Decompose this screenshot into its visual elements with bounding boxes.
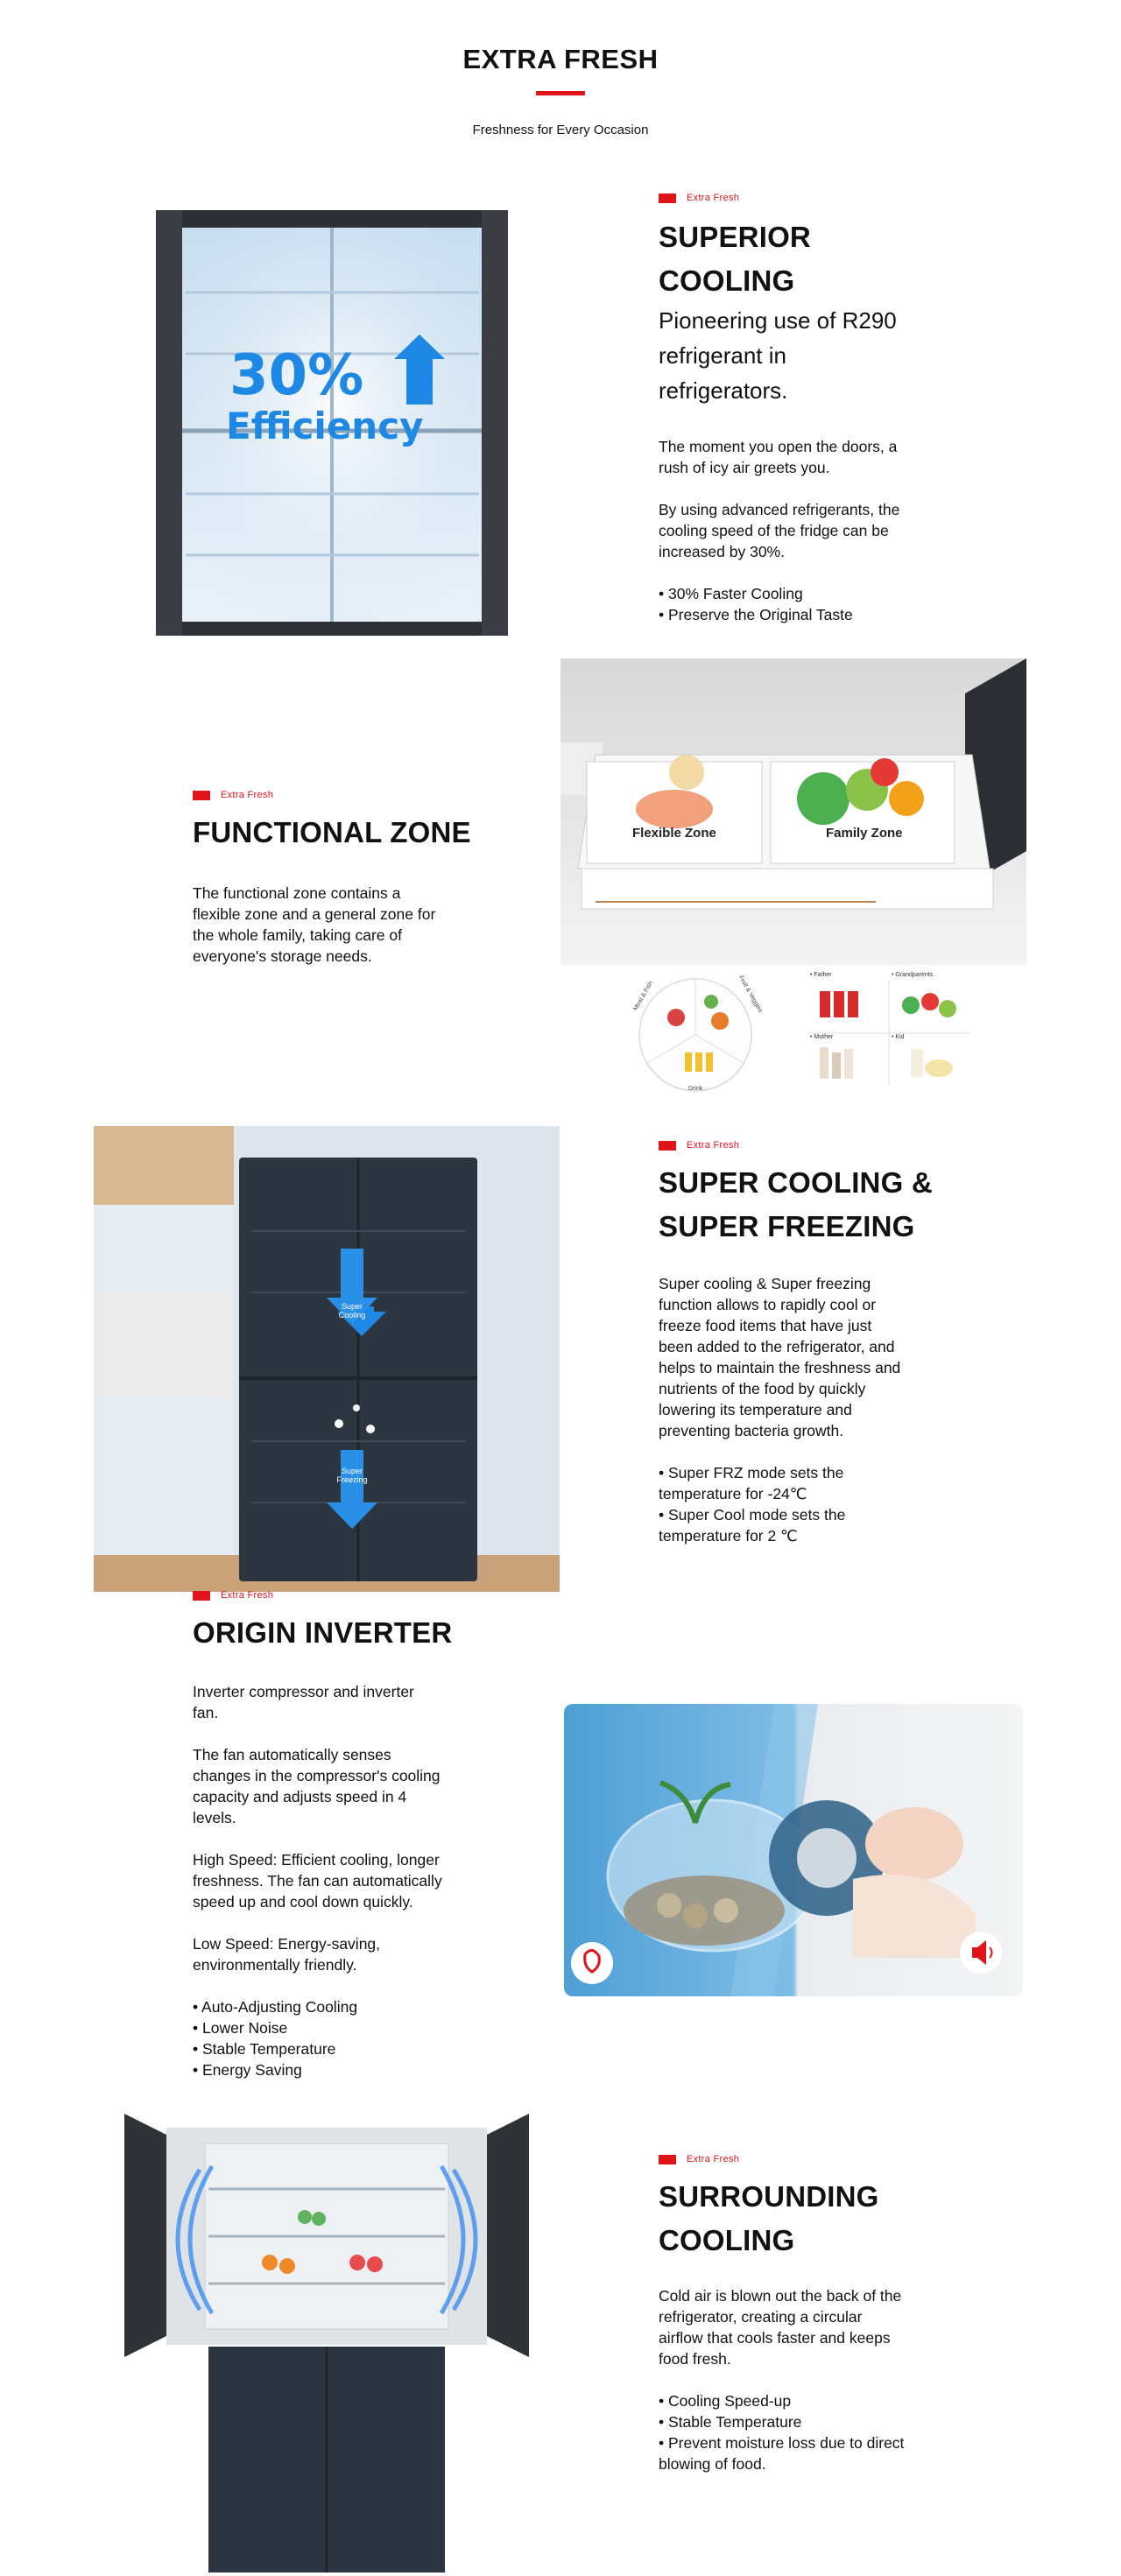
efficiency-word-label: Efficiency xyxy=(226,405,424,447)
heading-line: COOLING xyxy=(659,264,795,297)
section-tag xyxy=(193,1590,273,1601)
text-line: food fresh. xyxy=(659,2350,731,2368)
arrow-label-line: Cooling xyxy=(338,1311,366,1320)
page-title: EXTRA FRESH xyxy=(462,44,659,74)
bullet-item: • Energy Saving xyxy=(193,2061,302,2079)
heading-line: SURROUNDING xyxy=(659,2180,879,2213)
surrounding-cooling-image xyxy=(121,2108,532,2576)
arrow-label-line: Super xyxy=(341,1302,363,1311)
text-line: helps to maintain the freshness and xyxy=(659,1359,901,1376)
family-label-kid: • Kid xyxy=(892,1034,905,1040)
section-heading: ORIGIN INVERTER xyxy=(193,1616,453,1649)
bullet-item: • Lower Noise xyxy=(193,2019,288,2037)
section-body xyxy=(659,436,939,625)
family-grid xyxy=(807,972,970,1094)
tag-label: Extra Fresh xyxy=(687,1140,740,1151)
page-subtitle: Freshness for Every Occasion xyxy=(472,123,649,137)
arrow-label-line: Freezing xyxy=(336,1475,368,1484)
text-line: levels. xyxy=(193,1809,236,1826)
bullet-item: • Stable Temperature xyxy=(659,2413,802,2431)
bullet-list xyxy=(659,583,939,625)
bullet-list xyxy=(193,1996,490,2080)
text-line: freeze food items that have just xyxy=(659,1317,872,1334)
text-line: fan. xyxy=(193,1704,219,1721)
family-zone-label: Family Zone xyxy=(826,826,903,841)
arrow-label-line: Super xyxy=(341,1467,363,1475)
paragraph xyxy=(659,499,939,562)
text-line: function allows to rapidly cool or xyxy=(659,1296,877,1313)
heading-line: SUPER COOLING & xyxy=(659,1166,933,1199)
section-tag xyxy=(193,790,273,800)
text-line: rush of icy air greets you. xyxy=(659,459,830,476)
text-line: lowering its temperature and xyxy=(659,1401,852,1418)
bullet-item: temperature for -24℃ xyxy=(659,1485,807,1503)
paragraph xyxy=(659,436,939,478)
bullet-item: • Stable Temperature xyxy=(193,2040,336,2058)
pie-label-meat: Meat & Fish xyxy=(632,980,655,1012)
text-line: refrigerator, creating a circular xyxy=(659,2308,863,2326)
text-line: The fan automatically senses xyxy=(193,1746,391,1763)
family-label-mother: • Mother xyxy=(810,1034,834,1040)
pie-label-fruit: Fruit & Veggies xyxy=(737,975,764,1014)
paragraph xyxy=(193,1681,490,1723)
tag-label: Extra Fresh xyxy=(221,790,274,800)
bullet-item: • Cooling Speed-up xyxy=(659,2392,792,2410)
flexible-zone-label: Flexible Zone xyxy=(632,826,716,841)
bullet-item: blowing of food. xyxy=(659,2455,766,2473)
text-line: Low Speed: Energy-saving, xyxy=(193,1935,381,1953)
efficiency-percent-label: 30% xyxy=(229,343,364,408)
bullet-item: • Auto-Adjusting Cooling xyxy=(193,1998,358,2016)
text-line: The functional zone contains a xyxy=(193,884,401,902)
text-line: By using advanced refrigerants, the xyxy=(659,501,900,518)
text-line: everyone's storage needs. xyxy=(193,947,372,965)
section-body xyxy=(659,1273,948,1546)
section-heading xyxy=(659,1161,933,1249)
text-line: Super cooling & Super freezing xyxy=(659,1275,871,1292)
text-line: The moment you open the doors, a xyxy=(659,438,898,455)
text-line: environmentally friendly. xyxy=(193,1956,357,1974)
lead-line: refrigerators. xyxy=(659,377,788,404)
tag-swatch xyxy=(659,2155,676,2164)
tag-label: Extra Fresh xyxy=(221,1590,274,1601)
text-line: flexible zone and a general zone for xyxy=(193,905,436,923)
super-cooling-arrow-label xyxy=(329,1302,375,1320)
tag-swatch xyxy=(193,1591,210,1601)
section-tag xyxy=(659,2154,739,2164)
text-line: speed up and cool down quickly. xyxy=(193,1893,413,1911)
super-freezing-arrow-label xyxy=(329,1467,375,1484)
bullet-item: • Prevent moisture loss due to direct xyxy=(659,2434,905,2452)
super-cooling-image xyxy=(94,1126,560,1592)
text-line: increased by 30%. xyxy=(659,543,785,560)
paragraph xyxy=(193,1849,490,1912)
text-line: nutrients of the food by quickly xyxy=(659,1380,866,1397)
tag-swatch xyxy=(193,791,210,800)
title-underline xyxy=(536,91,585,95)
section-heading xyxy=(659,2175,879,2263)
text-line: Cold air is blown out the back of the xyxy=(659,2287,902,2305)
pie-label-drink: Drink xyxy=(688,1086,703,1092)
section-tag xyxy=(659,1140,739,1151)
text-line: preventing bacteria growth. xyxy=(659,1422,844,1439)
inverter-piggybank-image xyxy=(564,1704,1023,1996)
heading-line: COOLING xyxy=(659,2224,795,2256)
bullet-item: • Super FRZ mode sets the xyxy=(659,1464,844,1482)
section-heading xyxy=(659,215,811,303)
lead-line: Pioneering use of R290 xyxy=(659,307,897,334)
family-label-father: • Father xyxy=(810,972,832,978)
bullet-list xyxy=(659,2390,956,2474)
text-line: Inverter compressor and inverter xyxy=(193,1683,414,1700)
text-line: capacity and adjusts speed in 4 xyxy=(193,1788,407,1805)
paragraph xyxy=(193,1744,490,1828)
tag-swatch xyxy=(659,1141,676,1151)
text-line: airflow that cools faster and keeps xyxy=(659,2329,891,2347)
drawer-zones-image xyxy=(560,658,1026,965)
text-line: cooling speed of the fridge can be xyxy=(659,522,889,539)
text-line: been added to the refrigerator, and xyxy=(659,1338,895,1355)
section-lead xyxy=(659,303,897,408)
heading-line: SUPER FREEZING xyxy=(659,1210,915,1242)
bullet-item: • Super Cool mode sets the xyxy=(659,1506,846,1524)
text-line: freshness. The fan can automatically xyxy=(193,1872,442,1890)
bullet-list xyxy=(659,1462,948,1546)
paragraph xyxy=(659,2285,956,2369)
tag-swatch xyxy=(659,194,676,203)
bullet-item: • Preserve the Original Taste xyxy=(659,606,853,623)
bullet-item: • 30% Faster Cooling xyxy=(659,585,803,602)
family-label-grandparents: • Grandparents xyxy=(892,972,934,978)
bullet-item: temperature for 2 ℃ xyxy=(659,1527,798,1545)
tag-label: Extra Fresh xyxy=(687,193,740,203)
section-body xyxy=(193,883,490,967)
text-line: the whole family, taking care of xyxy=(193,926,402,944)
paragraph xyxy=(193,1933,490,1975)
lead-line: refrigerant in xyxy=(659,342,786,369)
text-line: changes in the compressor's cooling xyxy=(193,1767,441,1784)
paragraph xyxy=(659,1273,948,1441)
text-line: High Speed: Efficient cooling, longer xyxy=(193,1851,440,1869)
section-tag xyxy=(659,193,739,203)
section-body xyxy=(193,1681,490,2080)
section-body xyxy=(659,2285,956,2474)
tag-label: Extra Fresh xyxy=(687,2154,740,2164)
heading-line: SUPERIOR xyxy=(659,221,811,253)
section-heading: FUNCTIONAL ZONE xyxy=(193,816,471,848)
